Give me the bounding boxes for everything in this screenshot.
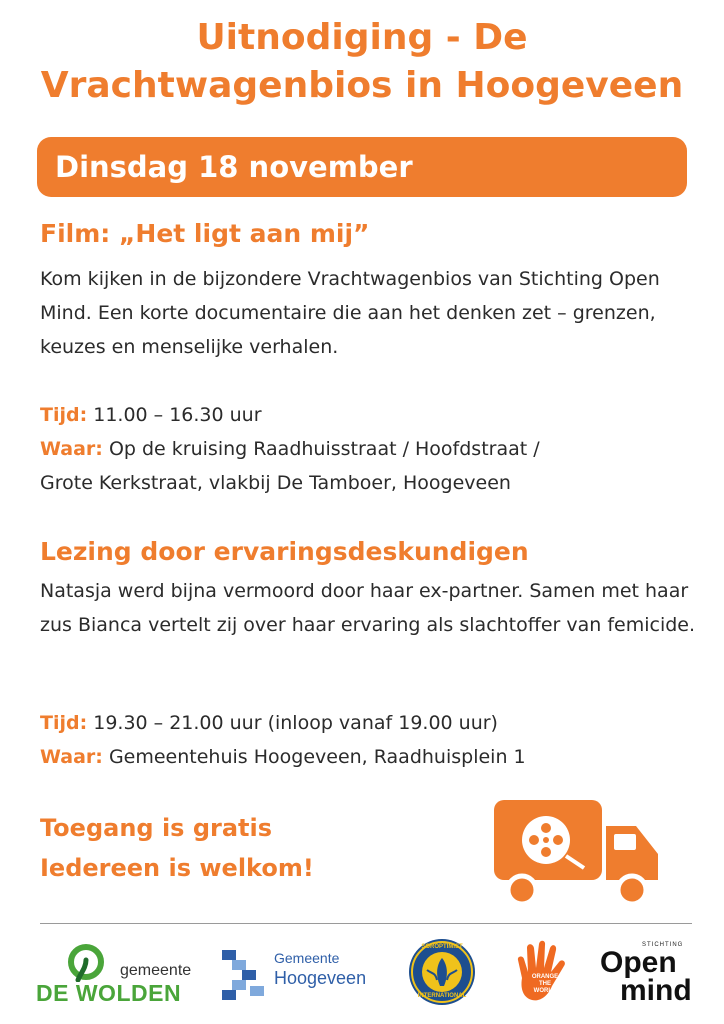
lecture-heading: Lezing door ervaringsdeskundigen [40,537,529,566]
film-description: Kom kijken in de bijzondere Vrachtwagenbios van Stichting Open Mind. Een korte documentaire die aan het denken zet – grenzen, keuzes en menselijke verhalen. [40,268,660,358]
de-wolden-name: DE WOLDEN [36,980,182,1006]
open-mind-word-1: Open [600,946,677,979]
orange-the-world-logo [512,938,574,1008]
soroptimist-bottom-text: INTERNATIONAL [417,993,467,999]
page-title [0,14,724,110]
title-line-1: Uitnodiging - De [196,17,528,58]
film-time-label: Tijd: [40,404,88,426]
film-time [40,398,720,432]
orange-text-3: WORLD [533,988,557,994]
film-heading: Film: „Het ligt aan mij” [40,219,370,248]
lecture-description: Natasja werd bijna vermoord door haar ex-partner. Samen met haar zus Bianca vertelt zij over haar ervaring als slachtoffer van femicide. [40,580,696,636]
open-mind-word-2: mind [620,974,692,1007]
film-place-value-1: Op de kruising Raadhuisstraat / Hoofdstraat / [102,438,540,460]
hoogeveen-name: Hoogeveen [274,968,367,988]
orange-hand-icon [512,938,574,1008]
lecture-time-label: Tijd: [40,712,88,734]
soroptimist-top-text: SOROPTIMIST [421,944,463,950]
footer-divider [40,923,692,924]
soroptimist-logo [407,936,477,1008]
de-wolden-small-text: gemeente [120,962,192,979]
event-date: Dinsdag 18 november [55,150,413,184]
orange-text-2: THE [539,981,551,987]
welcome-text: Iedereen is welkom! [40,854,314,882]
hoogeveen-logo [218,944,380,1010]
film-place-value-2: Grote Kerkstraat, vlakbij De Tamboer, Hoogeveen [40,472,511,494]
date-banner [37,137,687,197]
lecture-place [40,740,720,774]
film-place-label: Waar: [40,438,103,460]
film-truck-icon [488,796,664,906]
hoogeveen-emblem-icon [218,946,268,1002]
orange-the-world-text [530,974,560,995]
title-line-2: Vrachtwagenbios in Hoogeveen [40,65,684,106]
film-time-value: 11.00 – 16.30 uur [87,404,262,426]
film-place [40,432,720,466]
lecture-place-value: Gemeentehuis Hoogeveen, Raadhuisplein 1 [102,746,526,768]
lecture-place-label: Waar: [40,746,103,768]
de-wolden-emblem-icon [66,942,106,982]
lecture-time-value: 19.30 – 21.00 uur (inloop vanaf 19.00 uur) [87,712,498,734]
open-mind-small-text: STICHTING [642,942,684,948]
lecture-time [40,706,720,740]
orange-text-1: ORANGE [531,974,559,980]
free-entry-text: Toegang is gratis [40,814,273,842]
de-wolden-logo [34,940,204,1010]
open-mind-logo [598,942,694,1010]
hoogeveen-small-text: Gemeente [274,950,340,966]
